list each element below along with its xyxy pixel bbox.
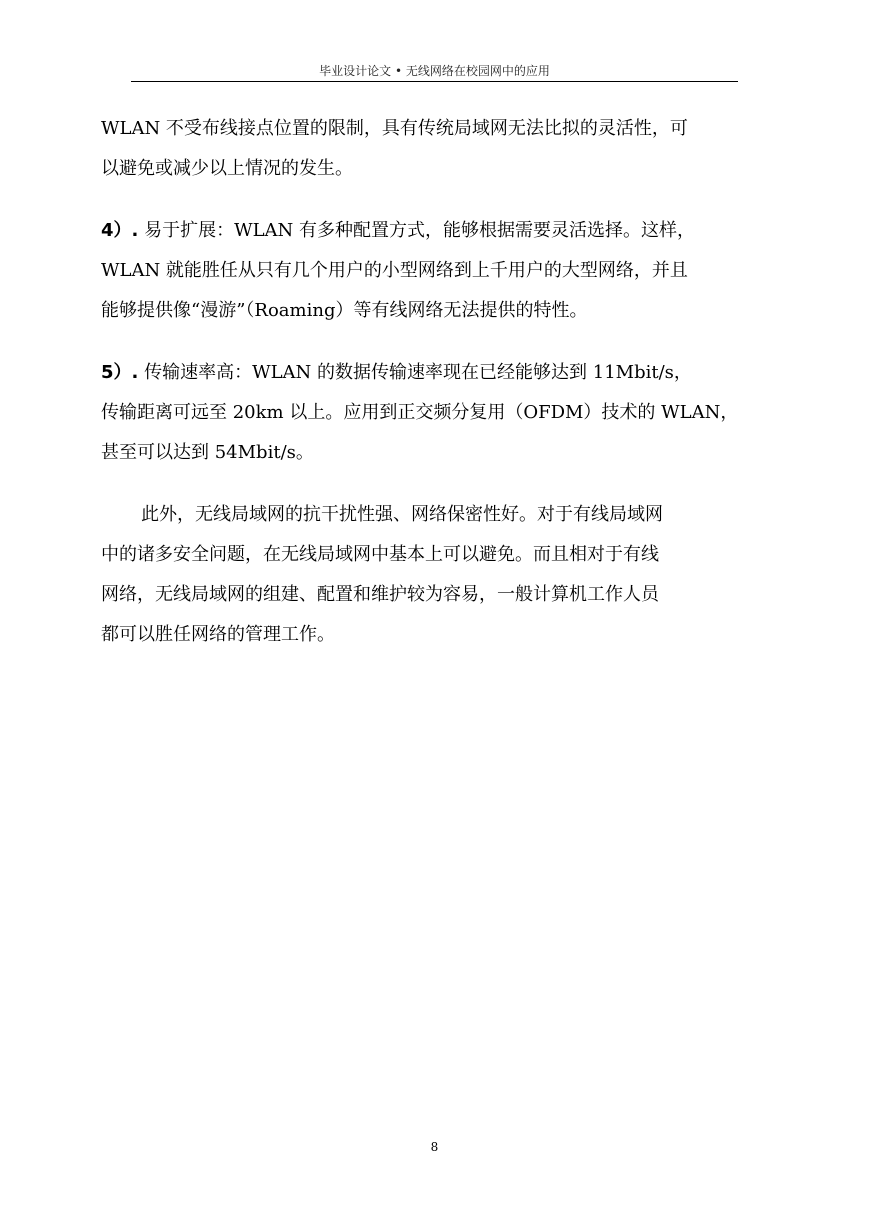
list-marker: 4）.: [101, 220, 139, 241]
paragraph-easy-expansion: [101, 211, 742, 331]
page-number: 8: [430, 1140, 439, 1154]
running-header: 毕业设计论文 • 无线网络在校园网中的应用: [319, 64, 550, 78]
text-line: [101, 211, 742, 251]
text-line: [101, 353, 742, 393]
text-line: WLAN 就能胜任从只有几个用户的小型网络到上千用户的大型网络，并且: [101, 260, 688, 281]
body-text: [101, 109, 742, 677]
text-line: 网络，无线局域网的组建、配置和维护较为容易，一般计算机工作人员: [101, 584, 659, 605]
list-marker: 5）.: [101, 362, 139, 383]
text-line: 此外，无线局域网的抗干扰性强、网络保密性好。对于有线局域网: [141, 504, 663, 525]
text-line: 都可以胜任网络的管理工作。: [101, 624, 335, 645]
paragraph-wlan-flexibility: [101, 109, 742, 189]
text-line: 中的诸多安全问题，在无线局域网中基本上可以避免。而且相对于有线: [101, 544, 659, 565]
text-line: WLAN 不受布线接点位置的限制，具有传统局域网无法比拟的灵活性，可: [101, 118, 688, 139]
text-segment: 易于扩展：WLAN 有多种配置方式，能够根据需要灵活选择。这样，: [138, 220, 696, 241]
text-line: 能够提供像“漫游”（Roaming）等有线网络无法提供的特性。: [101, 300, 588, 321]
text-line: 以避免或减少以上情况的发生。: [101, 158, 353, 179]
header-divider: [131, 81, 738, 82]
paragraph-high-speed: [101, 353, 742, 473]
text-line: 甚至可以达到 54Mbit/s。: [101, 442, 314, 463]
paragraph-security-summary: [101, 495, 742, 655]
text-line: 传输距离可远至 20km 以上。应用到正交频分复用（OFDM）技术的 WLAN，: [101, 402, 739, 423]
text-segment: 传输速率高：WLAN 的数据传输速率现在已经能够达到 11Mbit/s，: [138, 362, 692, 383]
